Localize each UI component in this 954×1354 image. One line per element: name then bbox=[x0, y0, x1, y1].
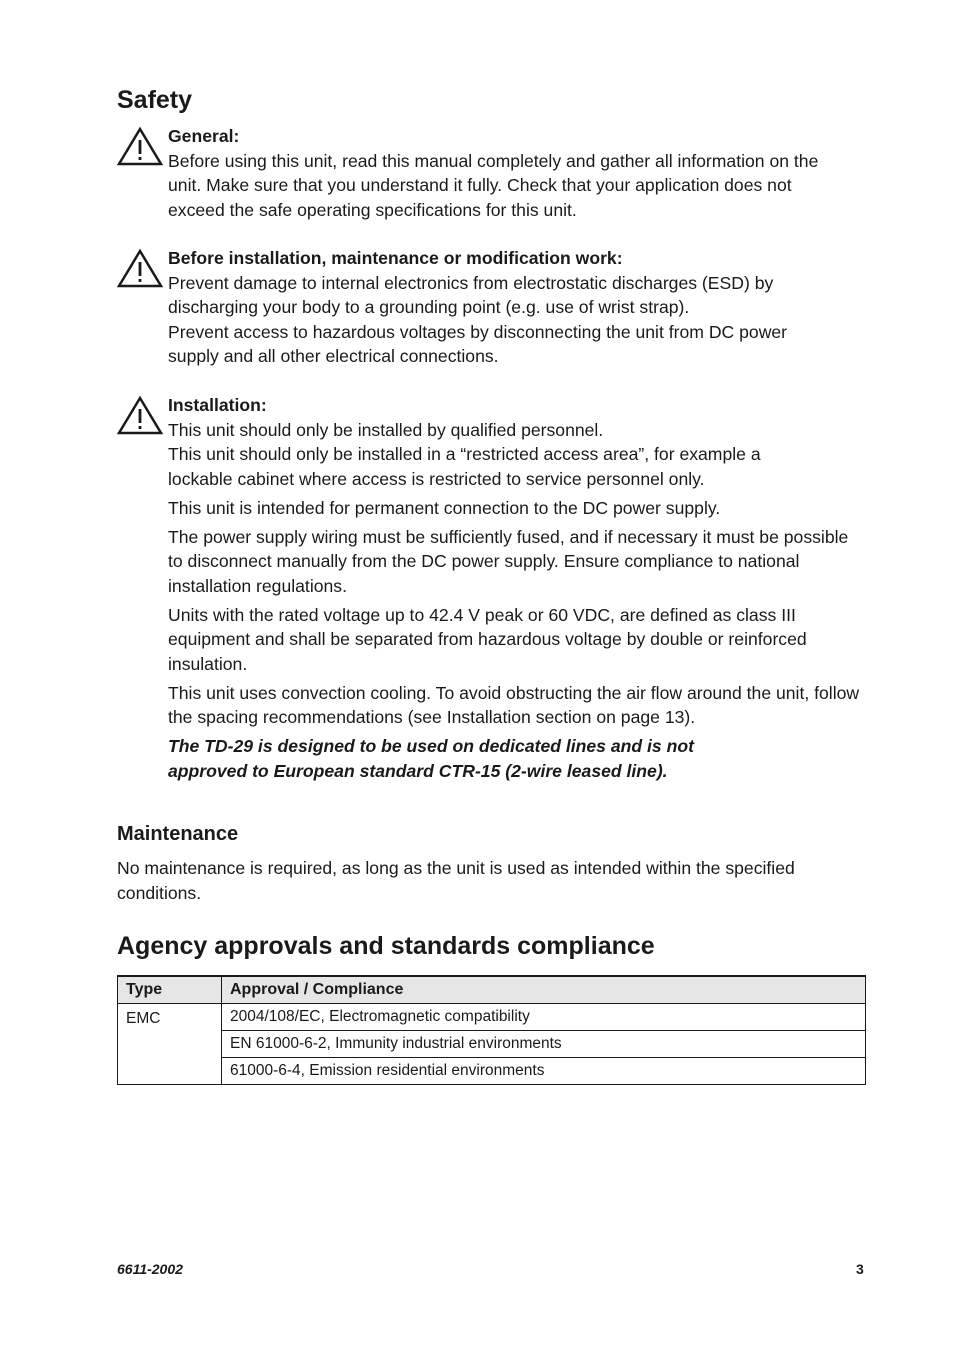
safety-note-line-2: approved to European standard CTR-15 (2-wire leased line). bbox=[168, 760, 668, 781]
agency-heading: Agency approvals and standards compliance bbox=[117, 932, 655, 960]
table-cell-approval: 2004/108/EC, Electromagnetic compatibility bbox=[222, 1004, 866, 1031]
warning-triangle-icon bbox=[117, 248, 163, 288]
safety-paragraph: This unit uses convection cooling. To avoid obstructing the air flow around the unit, follow the spacing recommendations (see Installation section on page 13). bbox=[168, 682, 860, 727]
safety-paragraph: This unit should only be installed by qualified personnel. bbox=[168, 419, 604, 440]
safety-block-title: General: bbox=[168, 126, 240, 146]
maintenance-text: No maintenance is required, as long as the unit is used as intended within the specified conditions. bbox=[117, 858, 795, 903]
safety-heading: Safety bbox=[117, 86, 193, 114]
safety-paragraph: Prevent damage to internal electronics from electrostatic discharges (ESD) by discharging your body to a grounding point (e.g. use of wrist strap). bbox=[168, 272, 774, 317]
table-row bbox=[118, 1004, 866, 1031]
safety-paragraph: This unit is intended for permanent connection to the DC power supply. bbox=[168, 497, 721, 518]
safety-block-title: Before installation, maintenance or modification work: bbox=[168, 248, 623, 268]
safety-paragraph: Before using this unit, read this manual completely and gather all information on the unit. Make sure that you understand it fully. Check that your application does not exceed the safe operating specifications for this unit. bbox=[168, 150, 819, 220]
table-header-row bbox=[118, 976, 866, 1004]
compliance-table bbox=[117, 975, 866, 1085]
safety-note bbox=[168, 734, 868, 783]
safety-block-title: Installation: bbox=[168, 395, 267, 415]
safety-note-line-1: The TD-29 is designed to be used on dedicated lines and is not bbox=[168, 736, 694, 756]
table-header-approval: Approval / Compliance bbox=[222, 976, 866, 1004]
safety-paragraph: The power supply wiring must be sufficiently fused, and if necessary it must be possible to disconnect manually from the DC power supply. Ensure compliance to national installation regulations. bbox=[168, 526, 849, 596]
table-header-type: Type bbox=[118, 976, 222, 1004]
footer-doc-number: 6611-2002 bbox=[117, 1261, 183, 1277]
maintenance-heading: Maintenance bbox=[117, 823, 239, 845]
safety-paragraph: Units with the rated voltage up to 42.4 V peak or 60 VDC, are defined as class III equipment and shall be separated from hazardous voltage by double or reinforced insulation. bbox=[168, 604, 807, 674]
table-row bbox=[118, 1031, 866, 1058]
table-row bbox=[118, 1058, 866, 1085]
warning-triangle-icon bbox=[117, 395, 163, 435]
warning-triangle-icon bbox=[117, 126, 163, 166]
safety-paragraph: This unit should only be installed in a “restricted access area”, for example a lockable cabinet where access is restricted to service personnel only. bbox=[168, 444, 761, 489]
table-cell-approval: 61000-6-4, Emission residential environments bbox=[222, 1058, 866, 1085]
table-cell-approval: EN 61000-6-2, Immunity industrial environments bbox=[222, 1031, 866, 1058]
footer-page-number: 3 bbox=[856, 1261, 864, 1277]
table-cell-type: EMC bbox=[118, 1004, 222, 1085]
safety-paragraph: Prevent access to hazardous voltages by disconnecting the unit from DC power supply and all other electrical connections. bbox=[168, 321, 788, 366]
